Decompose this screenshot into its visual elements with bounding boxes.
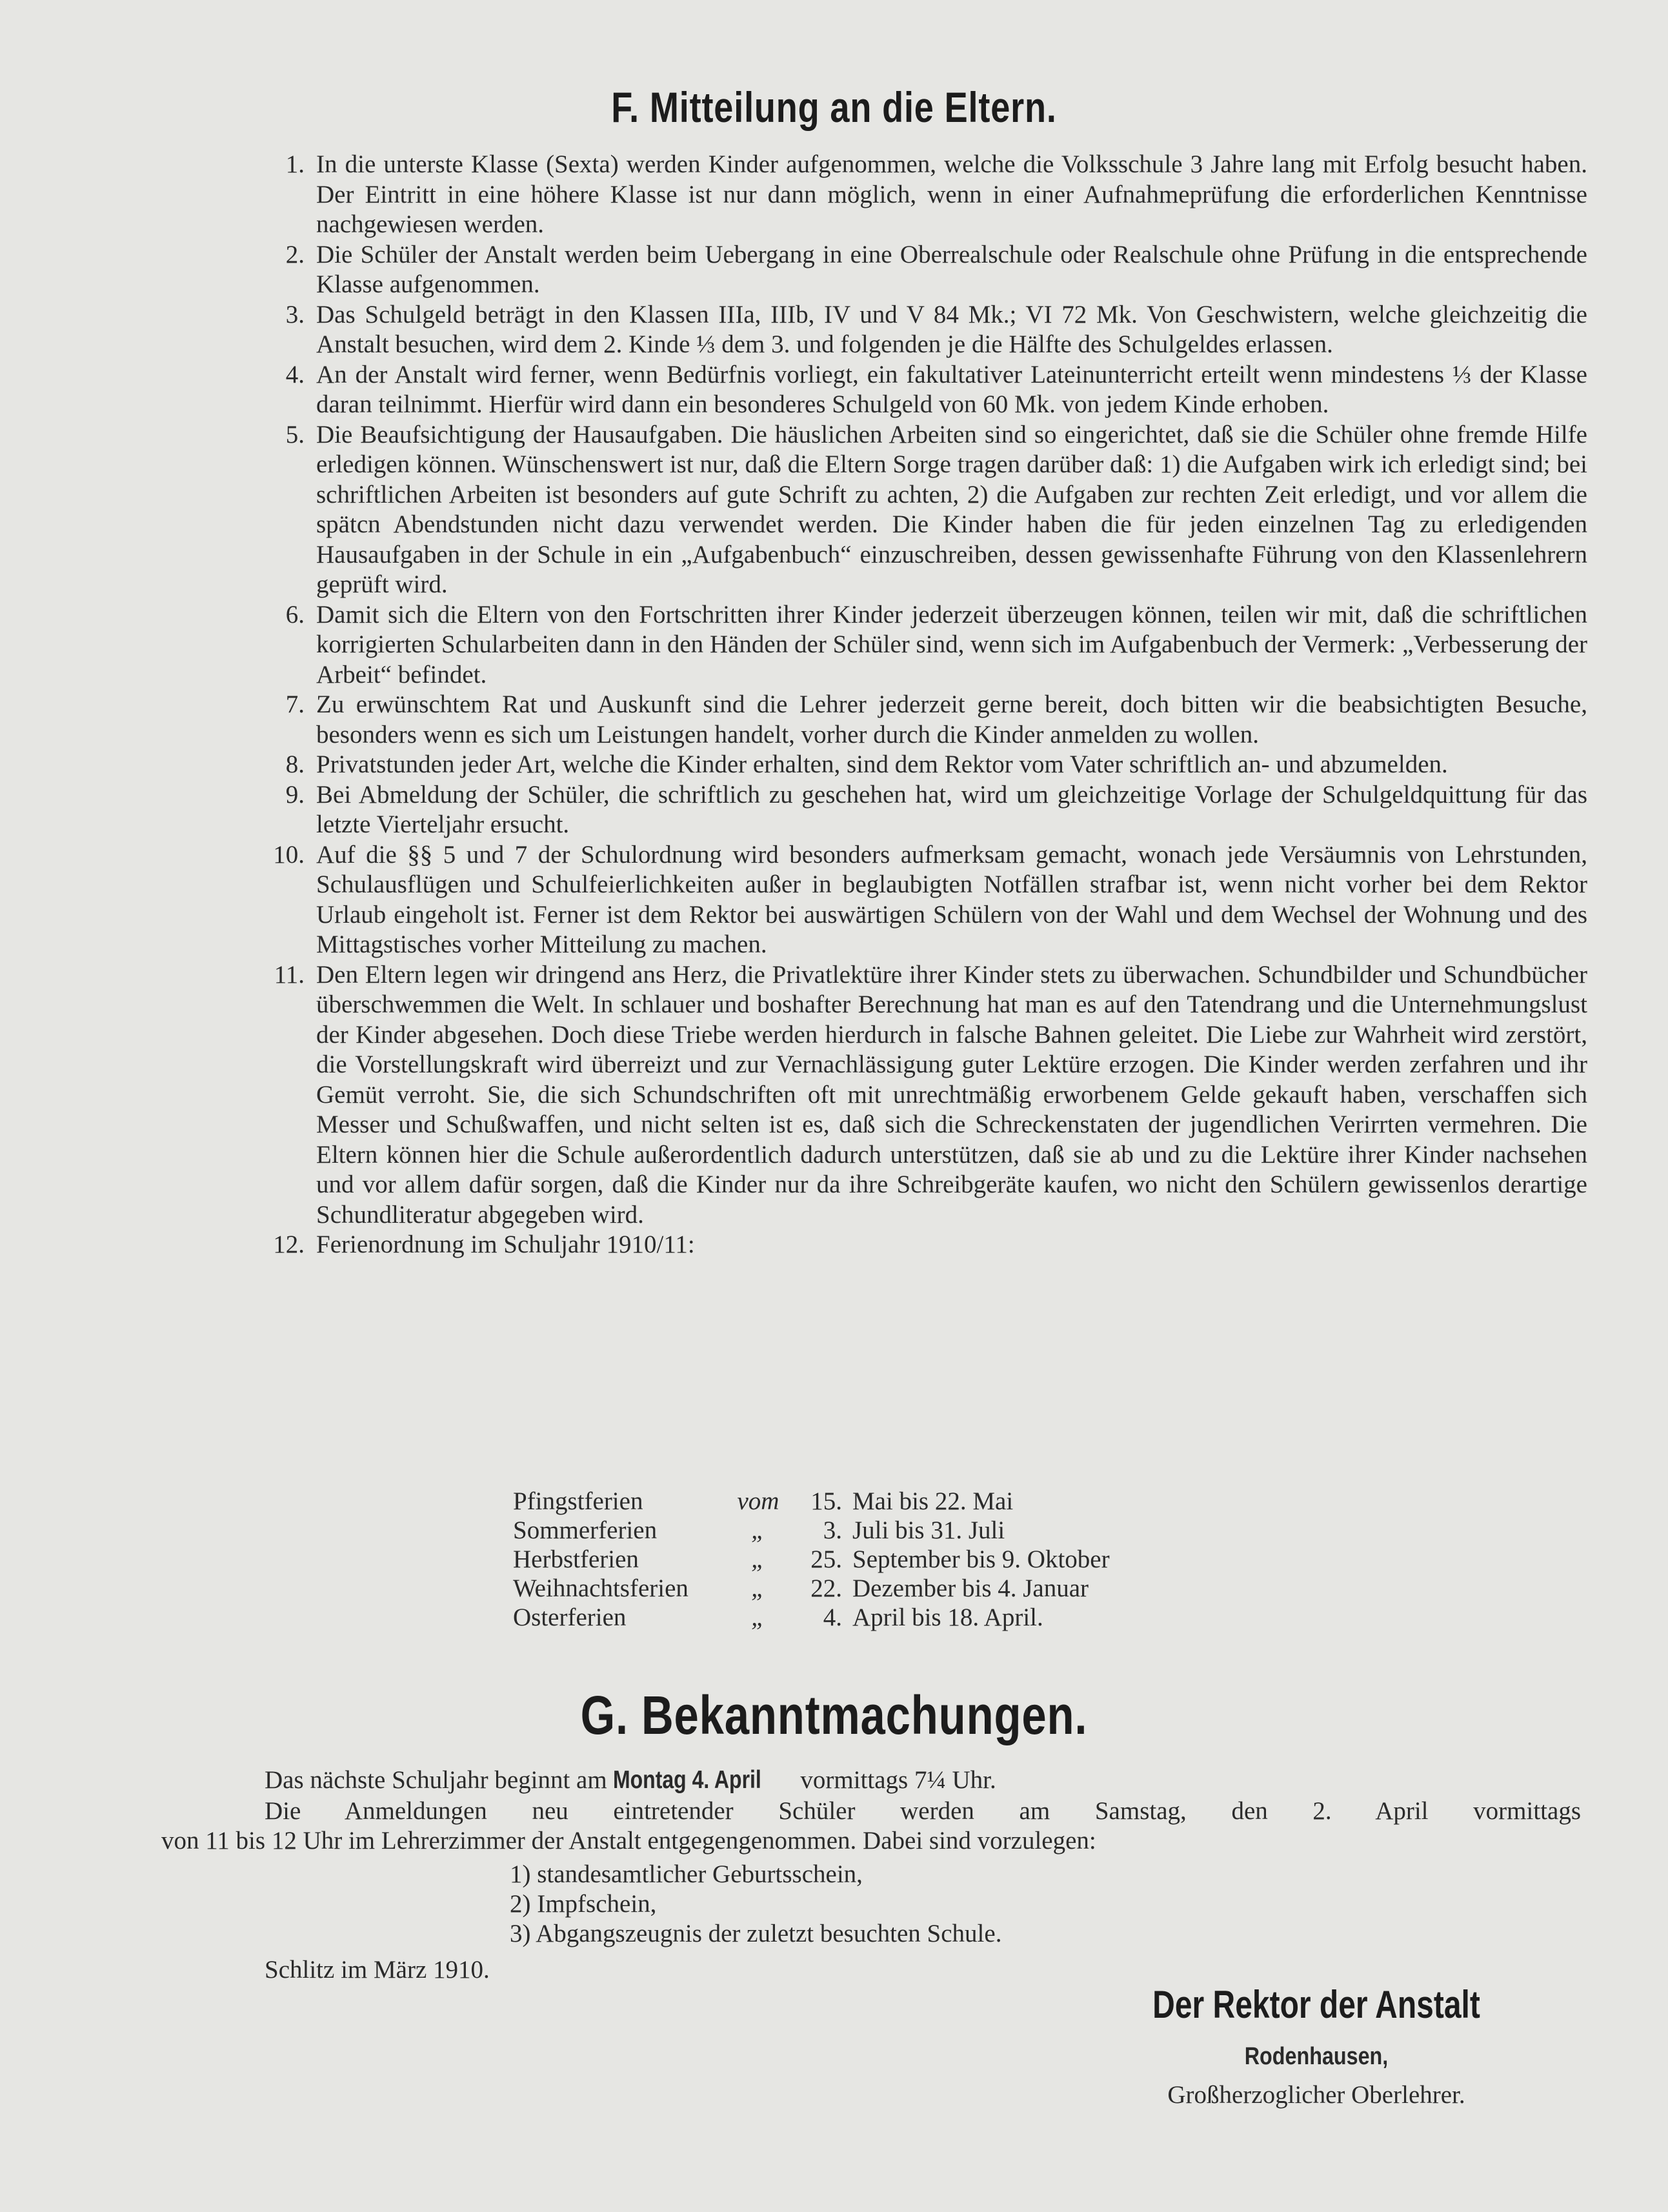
holiday-name: Herbstferien	[513, 1545, 639, 1573]
holiday-prefix: vom	[737, 1487, 779, 1515]
holiday-row	[513, 1516, 1110, 1545]
item-text: In die unterste Klasse (Sexta) werden Kinder aufgenommen, welche die Volksschule 3 Jahre lang mit Erfolg besucht haben. Der Eintritt in eine höhere Klasse ist nur dann möglich, wenn in einer Aufnahmeprüfung die erforderlichen Kenntnisse nachgewiesen werden.	[316, 150, 1587, 238]
holiday-name: Weihnachtsferien	[513, 1574, 688, 1602]
item-text: Ferienordnung im Schuljahr 1910/11:	[316, 1231, 695, 1258]
required-documents-list	[510, 1860, 1001, 1949]
list-item	[258, 1230, 1587, 1260]
item-number: 4.	[285, 360, 305, 388]
place-date: Schlitz im März 1910.	[265, 1956, 490, 1984]
holiday-schedule	[513, 1487, 1110, 1632]
holiday-prefix: „	[751, 1604, 765, 1631]
item-number: 7.	[285, 690, 305, 718]
list-item	[258, 300, 1587, 360]
holiday-start-day: 3.	[823, 1516, 842, 1544]
holiday-name: Osterferien	[513, 1604, 627, 1631]
list-item	[258, 960, 1587, 1231]
holiday-start-day: 25.	[810, 1545, 842, 1573]
list-item	[258, 840, 1587, 960]
item-text: Die Schüler der Anstalt werden beim Uebergang in eine Oberrealschule oder Realschule ohne Prüfung in die entsprechende Klasse aufgenommen.	[316, 240, 1587, 298]
holiday-row	[513, 1545, 1110, 1574]
holiday-row	[513, 1487, 1110, 1516]
item-text: An der Anstalt wird ferner, wenn Bedürfnis vorliegt, ein fakultativer Lateinunterricht erteilt wenn mindestens ⅓ der Klasse daran teilnimmt. Hierfür wird dann ein besonderes Schulgeld von 60 Mk. von jedem Kinde erhoben.	[316, 360, 1587, 418]
section-g-heading: G. Bekanntmachungen.	[580, 1685, 1088, 1745]
holiday-start-day: 15.	[810, 1487, 842, 1515]
holiday-name: Pfingstferien	[513, 1487, 643, 1515]
holiday-row	[513, 1574, 1110, 1603]
item-text: Auf die §§ 5 und 7 der Schulordnung wird besonders aufmerksam gemacht, wonach jede Versäumnis von Lehrstunden, Schulausflügen und Schulfeierlichkeiten außer in beglaubigten Notfällen strafbar ist, wenn nicht vorher bei dem Rektor Urlaub eingeholt ist. Ferner ist dem Rektor bei auswärtigen Schülern von der Wahl und dem Wechsel der Wohnung und des Mittagstisches vorher Mitteilung zu machen.	[316, 840, 1587, 958]
list-item	[258, 420, 1587, 600]
list-item: 2) Impfschein,	[510, 1890, 657, 1918]
list-item	[258, 780, 1587, 840]
holiday-prefix: „	[751, 1516, 765, 1544]
item-text: Privatstunden jeder Art, welche die Kinder erhalten, sind dem Rektor vom Vater schriftlich an- und abzumelden.	[316, 750, 1448, 778]
start-text-pre: Das nächste Schuljahr beginnt am	[265, 1766, 607, 1794]
start-date: Montag 4. April	[613, 1766, 762, 1794]
item-text: Die Beaufsichtigung der Hausaufgaben. Die häuslichen Arbeiten sind so eingerichtet, daß sie die Schüler ohne fremde Hilfe erledigen können. Wünschenswert ist nur, daß die Eltern Sorge tragen darüber daß: 1) die Aufgaben wirk ich erledigt sind; bei schriftlichen Arbeiten ist besonders auf gute Schrift zu achten, 2) die Aufgaben zur rechten Zeit erledigt, und vor allem die spätcn Abendstunden nicht dazu verwendet werden. Die Kinder haben die für jeden einzelnen Tag zu erledigenden Hausaufgaben in der Schule in ein „Aufgabenbuch“ einzuschreiben, dessen gewissenhafte Führung von den Klassenlehrern geprüft wird.	[316, 420, 1587, 598]
item-number: 1.	[285, 150, 305, 178]
holiday-range: April bis 18. April.	[852, 1604, 1043, 1631]
holiday-range: Dezember bis 4. Januar	[852, 1574, 1089, 1602]
item-number: 9.	[285, 780, 305, 809]
item-text: Damit sich die Eltern von den Fortschritten ihrer Kinder jederzeit überzeugen können, teilen wir mit, daß die schriftlichen korrigierten Schularbeiten dann in den Händen der Schüler sind, wenn sich im Aufgabenbuch der Vermerk: „Verbesserung der Arbeit“ befindet.	[316, 600, 1587, 689]
item-number: 12.	[273, 1231, 305, 1258]
section-f-heading: F. Mitteilung an die Eltern.	[611, 83, 1057, 131]
holiday-name: Sommerferien	[513, 1516, 658, 1544]
item-text: Das Schulgeld beträgt in den Klassen IIIa, IIIb, IV und V 84 Mk.; VI 72 Mk. Von Geschwistern, welche gleichzeitig die Anstalt besuchen, wird dem 2. Kinde ⅓ dem 3. und folgenden je die Hälfte des Schulgeldes erlassen.	[316, 300, 1587, 358]
item-text: Zu erwünschtem Rat und Auskunft sind die Lehrer jederzeit gerne bereit, doch bitten wir die beabsichtigten Besuche, besonders wenn es sich um Leistungen handelt, vorher durch die Kinder anmelden zu wollen.	[316, 690, 1587, 749]
item-number: 5.	[285, 420, 305, 448]
list-item	[258, 150, 1587, 240]
registration-time-line: von 11 bis 12 Uhr im Lehrerzimmer der Anstalt entgegengenommen. Dabei sind vorzulegen:	[161, 1827, 1096, 1855]
registration-line: Die Anmeldungen neu eintretender Schüler werden am Samstag, den 2. April vormittags	[265, 1797, 1581, 1825]
list-item: 3) Abgangszeugnis der zuletzt besuchten Schule.	[510, 1920, 1002, 1947]
holiday-range: Mai bis 22. Mai	[852, 1487, 1014, 1515]
holiday-start-day: 4.	[823, 1604, 842, 1631]
start-text-post: vormittags 7¼ Uhr.	[800, 1766, 996, 1794]
item-number: 8.	[285, 750, 305, 778]
signature-name: Rodenhausen,	[1244, 2043, 1389, 2070]
item-text: Den Eltern legen wir dringend ans Herz, die Privatlektüre ihrer Kinder stets zu überwachen. Schundbilder und Schundbücher überschwemmen die Welt. In schlauer und boshafter Berechnung hat man es auf den Tatendrang und die Unternehmungslust der Kinder abgesehen. Doch diese Triebe werden hierdurch in falsche Bahnen geleitet. Die Liebe zur Wahrheit wird zerstört, die Vorstellungskraft wird überreizt und zur Vernachlässigung guter Lektüre erzogen. Die Kinder werden zerfahren und ihr Gemüt verroht. Sie, die sich Schundschriften oft mit unrechtmäßig erworbenem Gelde gekauft haben, verschaffen sich Messer und Schußwaffen, und nicht selten ist es, daß sich die Schreckenstaten der jugendlichen Verirrten vermehren. Die Eltern können hier die Schule außerordentlich dadurch unterstützen, daß sie ab und zu die Lektüre ihrer Kinder nachsehen und vor allem dafür sorgen, daß die Kinder nur da ihre Schreibgeräte kaufen, wo nicht den Schülern gewissenlos derartige Schundliteratur abgegeben wird.	[316, 960, 1587, 1229]
holiday-row	[513, 1603, 1110, 1632]
item-number: 2.	[285, 240, 305, 268]
list-item	[258, 360, 1587, 420]
list-item	[258, 690, 1587, 750]
item-text: Bei Abmeldung der Schüler, die schriftlich zu geschehen hat, wird um gleichzeitige Vorlage der Schulgeldquittung für das letzte Vierteljahr ersucht.	[316, 780, 1587, 838]
school-year-start-line	[265, 1765, 996, 1795]
item-number: 3.	[285, 300, 305, 328]
signature-role: Großherzoglicher Oberlehrer.	[1167, 2081, 1465, 2109]
list-item	[258, 240, 1587, 300]
item-number: 6.	[285, 600, 305, 628]
holiday-prefix: „	[751, 1545, 765, 1573]
list-item	[258, 750, 1587, 780]
holiday-start-day: 22.	[810, 1574, 842, 1602]
item-number: 11.	[274, 960, 305, 989]
list-item: 1) standesamtlicher Geburtsschein,	[510, 1860, 863, 1888]
signature-title: Der Rektor der Anstalt	[1152, 1983, 1480, 2026]
holiday-range: September bis 9. Oktober	[852, 1545, 1110, 1573]
holiday-prefix: „	[751, 1574, 765, 1602]
item-number: 10.	[273, 840, 305, 869]
parent-notice-list	[258, 150, 1587, 1260]
list-item	[258, 600, 1587, 690]
holiday-range: Juli bis 31. Juli	[852, 1516, 1005, 1544]
